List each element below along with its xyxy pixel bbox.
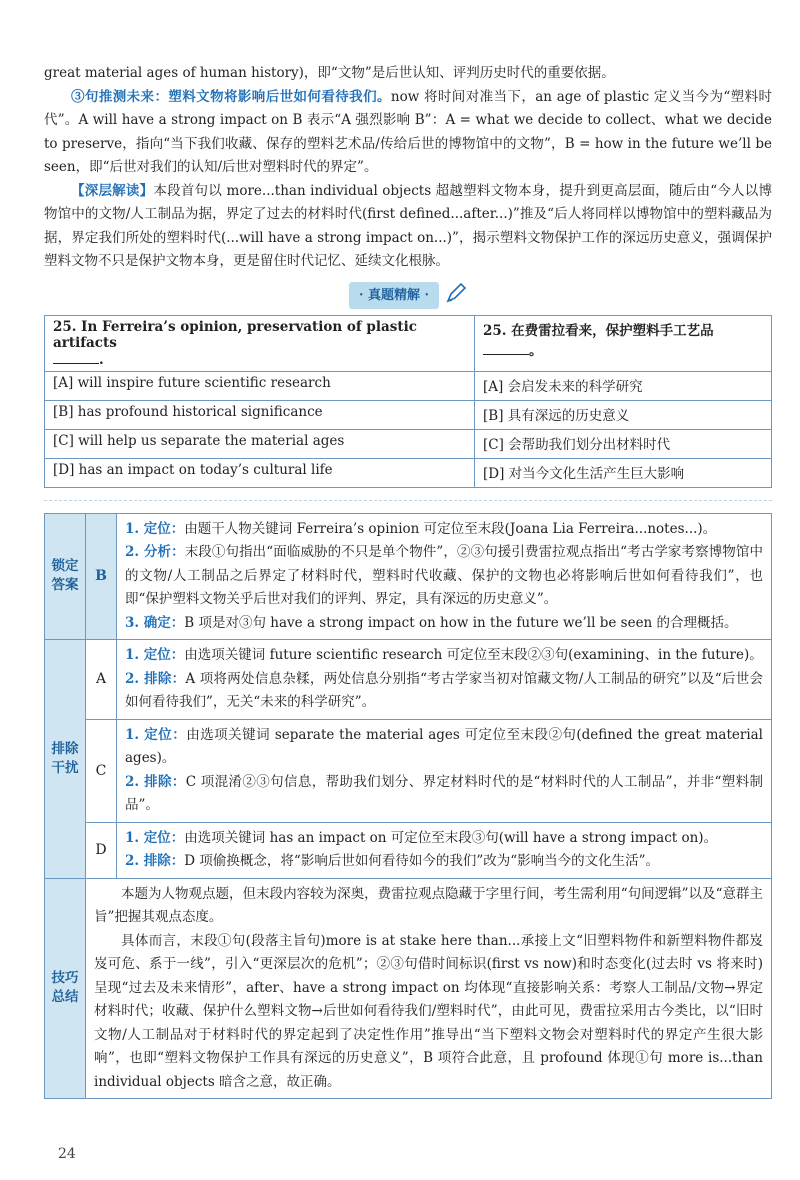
- intro-paragraph-2: [44, 86, 772, 180]
- lock-answer-row: [45, 513, 772, 640]
- page-content: [44, 62, 772, 1099]
- intro-paragraph-1: great material ages of human history)，即“文物”是后世认知、评判历史时代的重要依据。: [44, 65, 615, 81]
- question-stem-cn: 25. 在费雷拉看来，保护塑料手工艺品 。: [475, 315, 772, 371]
- exclude-row-c: [45, 719, 772, 822]
- summary-row: [45, 878, 772, 1099]
- lock-answer-body: 1. 定位：由题干人物关键词 Ferreira’s opinion 可定位至末段(Joana Lia Ferreira...notes...)。 2. 分析：末段①句指出“面临威胁的不只是单个物件”，②③句援引费雷拉观点指出“考古学家考察博物馆中的文物/人工制品之后界定了材料时代，塑料时代收藏、保护的文物也必将影响后世如何看待我们”，也即“保护塑料文物关乎后世对我们的评判、界定，具有深远的历史意义”。 3. 确定：B 项是对③句 have a strong impact on how in the future we’ll be seen 的合理概括。: [117, 513, 772, 640]
- deep-reading-text: 本段首句以 more...than individual objects 超越塑料文物本身，提升到更高层面，随后由“今人以博物馆中的文物/人工制品为据，界定了过去的材料时代(first defined...after...)”推及“后人将同样以博物馆中的塑料藏品为据，界定我们所处的塑料时代(...will have a strong impact on...)”，揭示塑料文物保护工作的深远历史意义，强调保护塑料文物不只是保护文物本身，更是留住时代记忆、延续文化根脉。: [44, 182, 773, 269]
- option-b-cn: [B] 具有深远的历史意义: [475, 400, 772, 429]
- option-d-cn: [D] 对当今文化生活产生巨大影响: [475, 458, 772, 487]
- section-title: · 真题精解 ·: [349, 282, 439, 309]
- exclude-body-a: 1. 定位：由选项关键词 future scientific research 可定位至末段②③句(examining、in the future)。 2. 排除：A 项将两处信息杂糅，两处信息分别指“考古学家当初对馆藏文物/人工制品的研究”以及“后世会如何看待我们”，无关“未来的科学研究”。: [117, 640, 772, 720]
- option-key-d: D: [86, 822, 117, 878]
- section-title-wrap: [44, 282, 772, 309]
- question-table: [44, 315, 772, 488]
- option-row: [45, 458, 772, 487]
- pen-icon: [445, 282, 467, 309]
- exclude-body-c: 1. 定位：由选项关键词 separate the material ages 可定位至末段②句(defined the great material ages)。 2. 排除：C 项混淆②③句信息，帮助我们划分、界定材料时代的是“材料时代的人工制品”，并非“塑料制品”。: [117, 719, 772, 822]
- intro-paragraph-2-text: now 将时间对准当下，an age of plastic 定义当今为“塑料时代”。A will have a strong impact on B 表示“A 强烈影响 B”：A = what we decide to collect、what we decide to preserve，指向“当下我们收藏、保存的塑料艺术品/传给后世的博物馆中的文物”，B = how in the future we’ll be seen，即“后世对我们的认知/后世对塑料时代的界定”。: [44, 88, 773, 175]
- option-d-en: [D] has an impact on today’s cultural life: [45, 458, 475, 487]
- option-c-en: [C] will help us separate the material ages: [45, 429, 475, 458]
- exclude-body-d: 1. 定位：由选项关键词 has an impact on 可定位至末段③句(will have a strong impact on)。 2. 排除：D 项偷换概念，将“影响后世如何看待如今的我们”改为“影响当今的文化生活”。: [117, 822, 772, 878]
- option-a-en: [A] will inspire future scientific research: [45, 371, 475, 400]
- page-number: 24: [58, 1146, 76, 1162]
- answer-blank: [53, 351, 99, 364]
- option-key-a: A: [86, 640, 117, 720]
- question-stem-row: [45, 315, 772, 371]
- option-row: [45, 400, 772, 429]
- correct-answer-key: B: [86, 513, 117, 640]
- deep-reading-paragraph: [44, 180, 772, 274]
- deep-reading-label: 【深层解读】: [71, 182, 154, 199]
- summary-body: [86, 878, 772, 1099]
- summary-paragraph-1: 本题为人物观点题，但末段内容较为深奥，费雷拉观点隐藏于字里行间，考生需利用“句间逻辑”以及“意群主旨”把握其观点态度。: [94, 885, 763, 925]
- lock-answer-label: 锁定 答案: [45, 513, 86, 640]
- question-stem-en: 25. In Ferreira’s opinion, preservation of plastic artifacts .: [45, 315, 475, 371]
- dotted-divider: [44, 500, 772, 501]
- exclude-label: 排除 干扰: [45, 640, 86, 879]
- option-c-cn: [C] 会帮助我们划分出材料时代: [475, 429, 772, 458]
- exclude-row-a: [45, 640, 772, 720]
- answer-blank: [483, 342, 529, 355]
- exclude-row-d: [45, 822, 772, 878]
- analysis-table: [44, 513, 772, 1100]
- sentence-label: ③句推测未来：塑料文物将影响后世如何看待我们。: [71, 88, 391, 105]
- option-key-c: C: [86, 719, 117, 822]
- summary-label: 技巧 总结: [45, 878, 86, 1099]
- option-row: [45, 371, 772, 400]
- option-row: [45, 429, 772, 458]
- option-a-cn: [A] 会启发未来的科学研究: [475, 371, 772, 400]
- option-b-en: [B] has profound historical significance: [45, 400, 475, 429]
- summary-paragraph-2: 具体而言，末段①句(段落主旨句)more is at stake here than...承接上文“旧塑料物件和新塑料物件都岌岌可危、系于一线”，引入“更深层次的危机”；②③句借时间标识(first vs now)和时态变化(过去时 vs 将来时)呈现“过去及未来情形”，after、have a strong impact on 均体现“直接影响关系：考察人工制品/文物→界定材料时代；收藏、保护什么塑料文物→后世如何看待我们/塑料时代”，由此可见，费雷拉采用古今类比，以“旧时文物/人工制品对于材料时代的界定起到了决定性作用”推导出“当下塑料文物会对塑料时代的界定产生很大影响”，也即“塑料文物保护工作具有深远的历史意义”，B 项符合此意，且 profound 体现①句 more is...than individual objects 暗含之意，故正确。: [94, 932, 763, 1090]
